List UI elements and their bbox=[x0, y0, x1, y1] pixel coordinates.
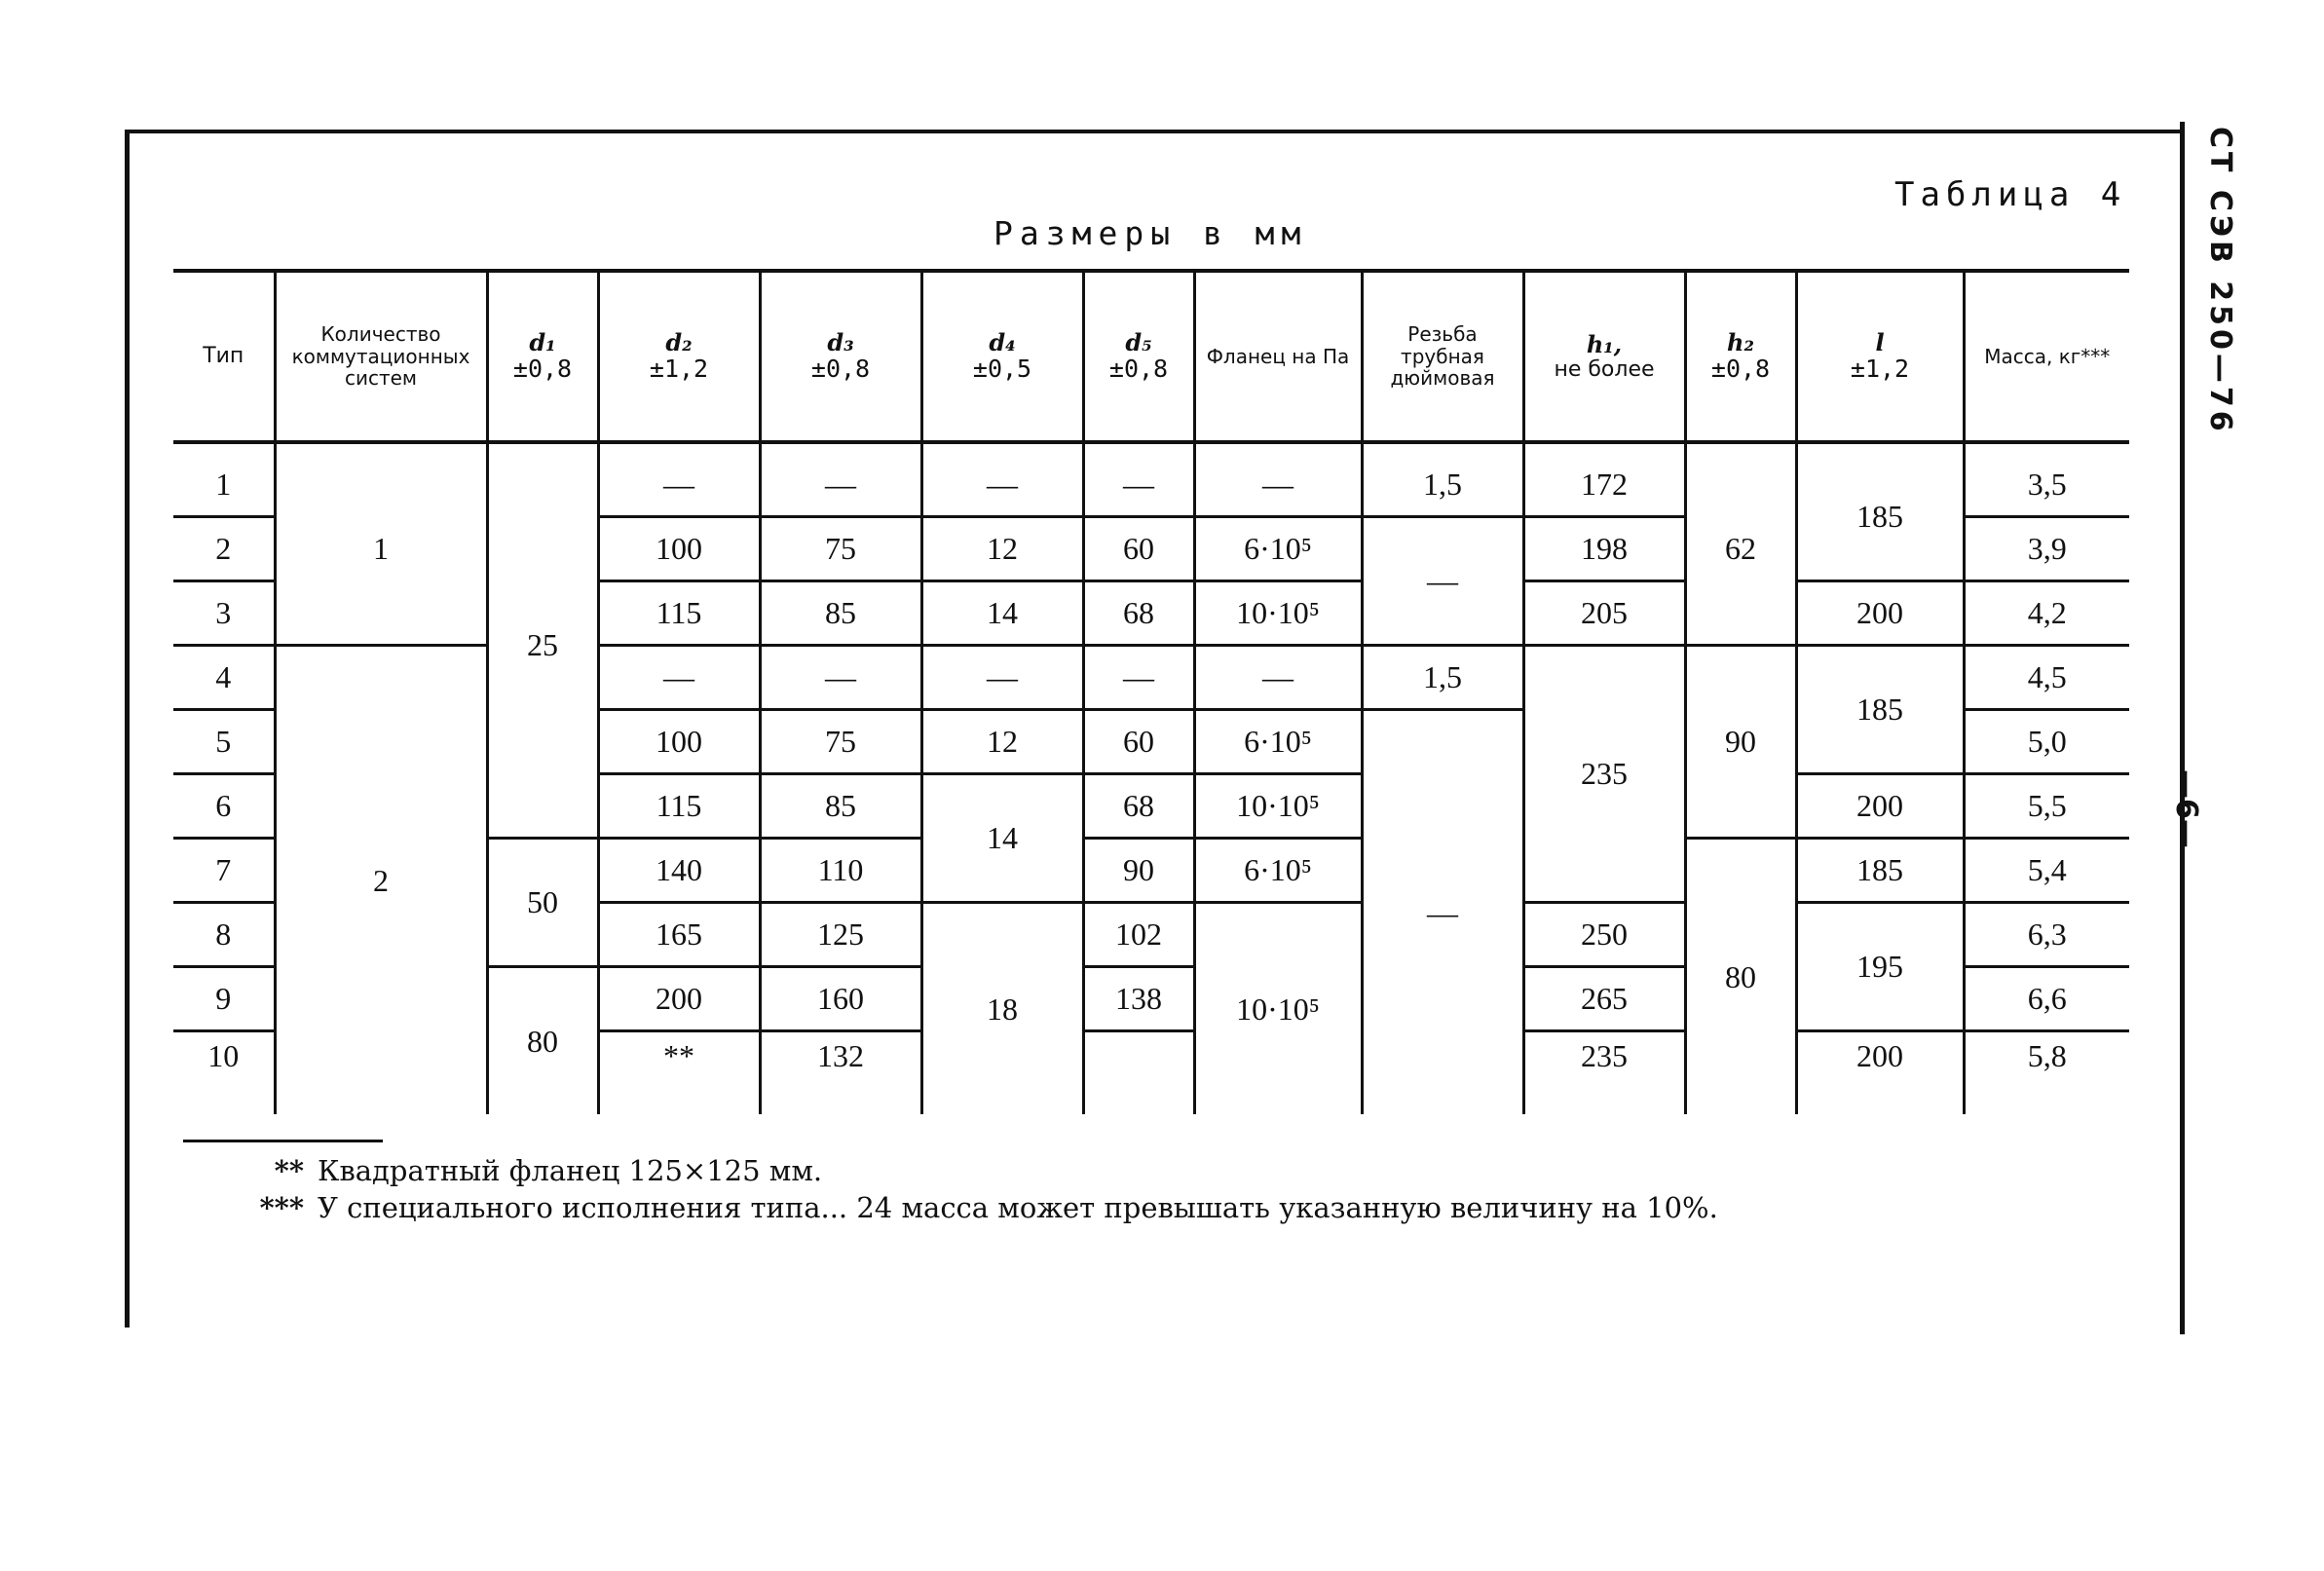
cell-d4: 14 bbox=[921, 774, 1083, 903]
cell-mass: 5,4 bbox=[1964, 839, 2129, 903]
cell-mass: 4,2 bbox=[1964, 581, 2129, 646]
cell-d3: 75 bbox=[760, 517, 921, 581]
page-number: —6— bbox=[2169, 769, 2203, 848]
cell-d5: — bbox=[1083, 646, 1194, 710]
footnote-text: У специального исполнения типа... 24 масса может превышать указанную величину на 10%. bbox=[318, 1191, 1718, 1224]
header-d3: d₃ ±0,8 bbox=[760, 271, 921, 442]
footnotes bbox=[234, 1152, 1718, 1226]
cell-d3: 110 bbox=[760, 839, 921, 903]
header-d4: d₄ ±0,5 bbox=[921, 271, 1083, 442]
footnote-text: Квадратный фланец 125×125 мм. bbox=[318, 1154, 823, 1187]
cell-d3: — bbox=[760, 442, 921, 517]
cell-mass: 6,6 bbox=[1964, 967, 2129, 1031]
cell-l: 185 bbox=[1796, 442, 1964, 581]
cell-d4: 14 bbox=[921, 581, 1083, 646]
header-flange: Фланец на Па bbox=[1194, 271, 1362, 442]
header-d1: d₁ ±0,8 bbox=[487, 271, 598, 442]
cell-d3: 125 bbox=[760, 903, 921, 967]
cell-type: 7 bbox=[173, 839, 275, 903]
cell-flange: 6·10⁵ bbox=[1194, 839, 1362, 903]
cell-mass: 4,5 bbox=[1964, 646, 2129, 710]
cell-d1: 25 bbox=[487, 442, 598, 839]
cell-h1: 205 bbox=[1523, 581, 1685, 646]
cell-d2: 115 bbox=[598, 774, 760, 839]
cell-d5: 68 bbox=[1083, 581, 1194, 646]
header-d2: d₂ ±1,2 bbox=[598, 271, 760, 442]
cell-mass: 5,5 bbox=[1964, 774, 2129, 839]
cell-d4: 18 bbox=[921, 903, 1083, 1115]
cell-mass: 6,3 bbox=[1964, 903, 2129, 967]
cell-d3: — bbox=[760, 646, 921, 710]
table-row bbox=[173, 442, 2129, 517]
cell-d2: 140 bbox=[598, 839, 760, 903]
cell-flange: 10·10⁵ bbox=[1194, 581, 1362, 646]
cell-l: 185 bbox=[1796, 839, 1964, 903]
cell-d3: 85 bbox=[760, 774, 921, 839]
cell-d5: 68 bbox=[1083, 774, 1194, 839]
cell-type: 1 bbox=[173, 442, 275, 517]
cell-d2: ** bbox=[598, 1031, 760, 1115]
cell-type: 8 bbox=[173, 903, 275, 967]
cell-d5: 60 bbox=[1083, 517, 1194, 581]
footnote bbox=[234, 1152, 1718, 1189]
cell-thread: 1,5 bbox=[1362, 442, 1523, 517]
footnote-mark: *** bbox=[259, 1191, 304, 1224]
cell-type: 3 bbox=[173, 581, 275, 646]
cell-d3: 160 bbox=[760, 967, 921, 1031]
cell-d5: 138 bbox=[1083, 967, 1194, 1031]
cell-h1: 172 bbox=[1523, 442, 1685, 517]
cell-d5 bbox=[1083, 1031, 1194, 1115]
cell-l: 200 bbox=[1796, 1031, 1964, 1115]
table-row bbox=[173, 646, 2129, 710]
cell-d1: 80 bbox=[487, 967, 598, 1115]
cell-h1: 235 bbox=[1523, 1031, 1685, 1115]
cell-l: 200 bbox=[1796, 774, 1964, 839]
cell-l: 195 bbox=[1796, 903, 1964, 1031]
specification-table bbox=[173, 269, 2129, 1114]
cell-d1: 50 bbox=[487, 839, 598, 967]
cell-flange: — bbox=[1194, 646, 1362, 710]
dimensions-note: Размеры в мм bbox=[993, 214, 1308, 252]
cell-h2: 90 bbox=[1685, 646, 1796, 839]
cell-type: 6 bbox=[173, 774, 275, 839]
table-label: Таблица 4 bbox=[1894, 175, 2127, 214]
cell-d5: 102 bbox=[1083, 903, 1194, 967]
cell-d5: 60 bbox=[1083, 710, 1194, 774]
footnote-mark: ** bbox=[274, 1154, 304, 1187]
cell-flange: 10·10⁵ bbox=[1194, 774, 1362, 839]
page-frame-top bbox=[127, 130, 2182, 133]
cell-l: 185 bbox=[1796, 646, 1964, 774]
cell-d2: — bbox=[598, 442, 760, 517]
cell-thread: — bbox=[1362, 517, 1523, 646]
cell-type: 2 bbox=[173, 517, 275, 581]
cell-mass: 3,5 bbox=[1964, 442, 2129, 517]
cell-d3: 85 bbox=[760, 581, 921, 646]
header-type: Тип bbox=[173, 271, 275, 442]
cell-switch-systems: 1 bbox=[275, 442, 487, 646]
header-mass: Масса, кг*** bbox=[1964, 271, 2129, 442]
cell-d2: 165 bbox=[598, 903, 760, 967]
header-h2: h₂ ±0,8 bbox=[1685, 271, 1796, 442]
cell-h1: 235 bbox=[1523, 646, 1685, 903]
cell-h2: 80 bbox=[1685, 839, 1796, 1115]
cell-mass: 5,0 bbox=[1964, 710, 2129, 774]
cell-thread: — bbox=[1362, 710, 1523, 1115]
cell-d3: 132 bbox=[760, 1031, 921, 1115]
cell-thread: 1,5 bbox=[1362, 646, 1523, 710]
cell-d2: 100 bbox=[598, 710, 760, 774]
cell-type: 9 bbox=[173, 967, 275, 1031]
cell-flange: 6·10⁵ bbox=[1194, 517, 1362, 581]
cell-flange: 6·10⁵ bbox=[1194, 710, 1362, 774]
cell-d2: 200 bbox=[598, 967, 760, 1031]
cell-d5: — bbox=[1083, 442, 1194, 517]
cell-type: 4 bbox=[173, 646, 275, 710]
header-h1: h₁, не более bbox=[1523, 271, 1685, 442]
header-l: l ±1,2 bbox=[1796, 271, 1964, 442]
cell-mass: 5,8 bbox=[1964, 1031, 2129, 1115]
cell-d5: 90 bbox=[1083, 839, 1194, 903]
header-d5: d₅ ±0,8 bbox=[1083, 271, 1194, 442]
page-frame-right bbox=[2180, 122, 2185, 1334]
cell-h2: 62 bbox=[1685, 442, 1796, 646]
cell-d4: 12 bbox=[921, 517, 1083, 581]
cell-d3: 75 bbox=[760, 710, 921, 774]
cell-d2: 100 bbox=[598, 517, 760, 581]
standard-code: СТ СЭВ 250—76 bbox=[2203, 127, 2237, 435]
header-thread: Резьба трубная дюймовая bbox=[1362, 271, 1523, 442]
cell-d4: — bbox=[921, 442, 1083, 517]
cell-d4: — bbox=[921, 646, 1083, 710]
cell-d2: — bbox=[598, 646, 760, 710]
cell-d2: 115 bbox=[598, 581, 760, 646]
cell-flange: — bbox=[1194, 442, 1362, 517]
cell-h1: 198 bbox=[1523, 517, 1685, 581]
cell-mass: 3,9 bbox=[1964, 517, 2129, 581]
cell-d4: 12 bbox=[921, 710, 1083, 774]
cell-h1: 265 bbox=[1523, 967, 1685, 1031]
cell-h1: 250 bbox=[1523, 903, 1685, 967]
cell-type: 5 bbox=[173, 710, 275, 774]
footnote bbox=[234, 1189, 1718, 1226]
cell-l: 200 bbox=[1796, 581, 1964, 646]
footnote-rule bbox=[183, 1140, 383, 1142]
table-header-row bbox=[173, 271, 2129, 442]
page-frame-left bbox=[125, 130, 130, 1328]
header-switch-systems: Количество коммутационных систем bbox=[275, 271, 487, 442]
cell-switch-systems: 2 bbox=[275, 646, 487, 1115]
cell-flange: 10·10⁵ bbox=[1194, 903, 1362, 1115]
cell-type: 10 bbox=[173, 1031, 275, 1115]
